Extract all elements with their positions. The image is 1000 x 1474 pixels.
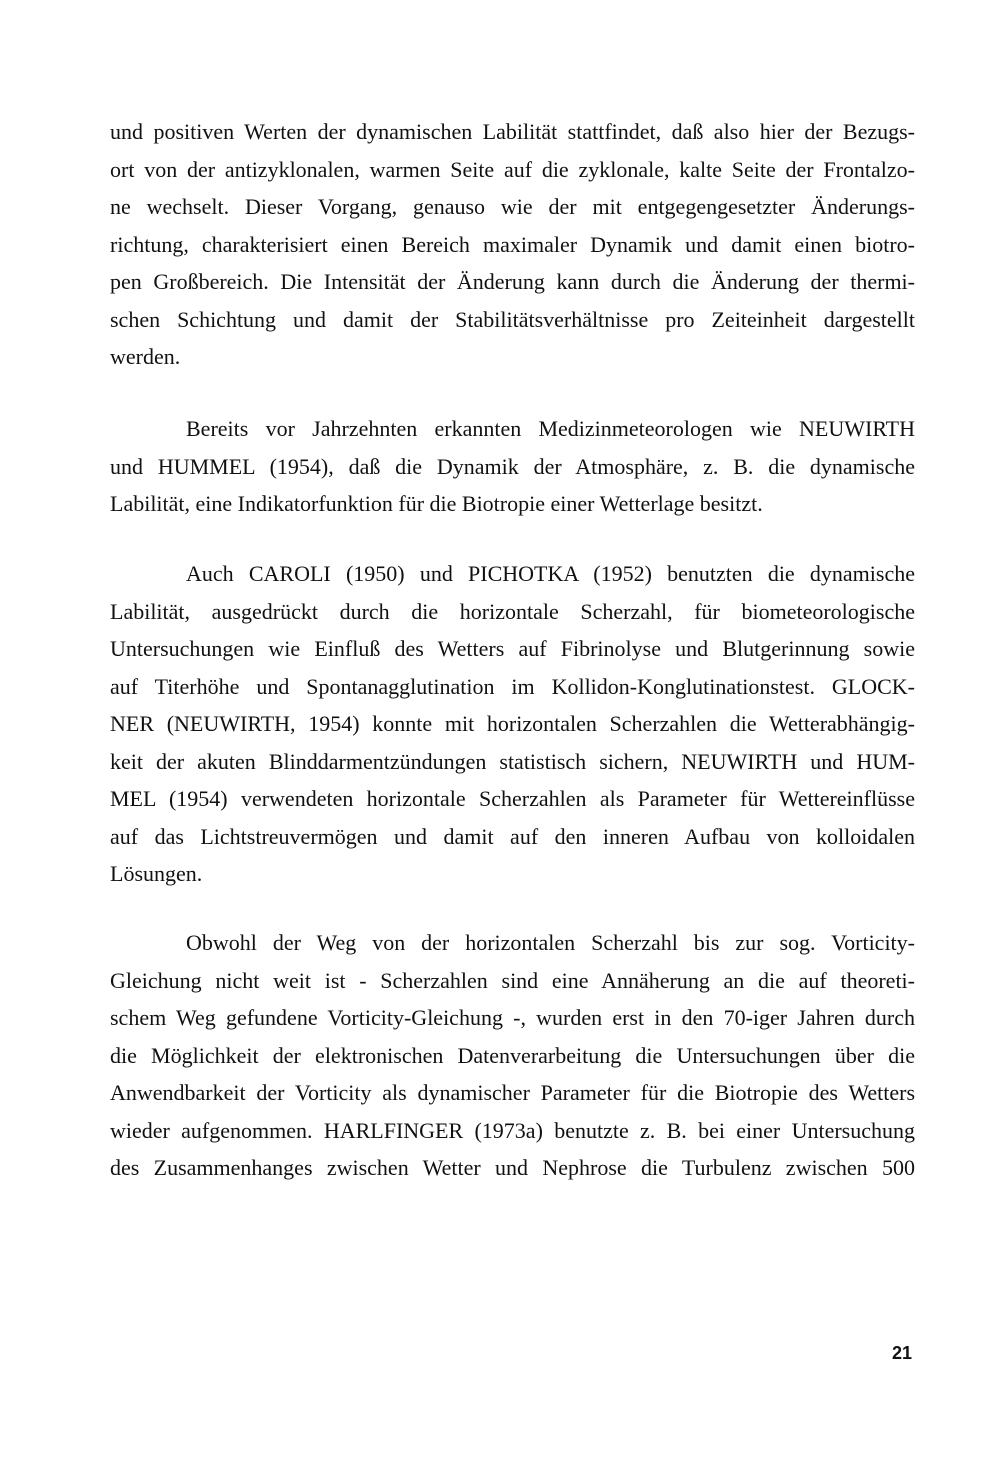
text-line: Bereits vor Jahrzehnten erkannten Medizinmeteorologen wie NEUWIRTH bbox=[186, 416, 915, 441]
paragraph-2 bbox=[110, 410, 915, 523]
text-line: und positiven Werten der dynamischen Labilität stattfindet, daß also hier der Bezugs- bbox=[110, 119, 915, 144]
paragraph-4 bbox=[110, 924, 915, 1187]
text-line: Untersuchungen wie Einfluß des Wetters auf Fibrinolyse und Blutgerinnung sowie bbox=[110, 636, 915, 661]
paragraph-1 bbox=[110, 113, 915, 376]
text-line: NER (NEUWIRTH, 1954) konnte mit horizontalen Scherzahlen die Wetterabhängig- bbox=[110, 711, 915, 736]
text-line: Labilität, ausgedrückt durch die horizontale Scherzahl, für biometeorologische bbox=[110, 598, 915, 624]
text-line: schem Weg gefundene Vorticity-Gleichung -, wurden erst in den 70-iger Jahren durch bbox=[110, 1005, 915, 1030]
text-line: schen Schichtung und damit der Stabilitätsverhältnisse pro Zeiteinheit dargestellt bbox=[110, 306, 915, 332]
text-line: des Zusammenhanges zwischen Wetter und Nephrose die Turbulenz zwischen 500 bbox=[110, 1155, 915, 1180]
text-line: keit der akuten Blinddarmentzündungen statistisch sichern, NEUWIRTH und HUM- bbox=[110, 748, 915, 774]
text-line: pen Großbereich. Die Intensität der Änderung kann durch die Änderung der thermi- bbox=[110, 269, 915, 294]
text-line: Auch CAROLI (1950) und PICHOTKA (1952) benutzten die dynamische bbox=[186, 561, 915, 586]
paragraph-3 bbox=[110, 555, 915, 893]
text-line: wieder aufgenommen. HARLFINGER (1973a) benutzte z. B. bei einer Untersuchung bbox=[110, 1117, 915, 1143]
text-line: Anwendbarkeit der Vorticity als dynamischer Parameter für die Biotropie des Wetters bbox=[110, 1080, 915, 1105]
text-line: werden. bbox=[110, 344, 181, 369]
text-line: Gleichung nicht weit ist - Scherzahlen sind eine Annäherung an die auf theoreti- bbox=[110, 967, 915, 993]
text-line: auf das Lichtstreuvermögen und damit auf den inneren Aufbau von kolloidalen bbox=[110, 823, 915, 849]
text-line: auf Titerhöhe und Spontanagglutination im Kollidon-Konglutinationstest. GLOCK- bbox=[110, 673, 915, 699]
text-line: Obwohl der Weg von der horizontalen Scherzahl bis zur sog. Vorticity- bbox=[186, 930, 915, 955]
text-line: richtung, charakterisiert einen Bereich maximaler Dynamik und damit einen biotro- bbox=[110, 231, 915, 257]
text-line: und HUMMEL (1954), daß die Dynamik der Atmosphäre, z. B. die dynamische bbox=[110, 453, 915, 479]
text-line: MEL (1954) verwendeten horizontale Scherzahlen als Parameter für Wettereinflüsse bbox=[110, 786, 915, 811]
text-line: ne wechselt. Dieser Vorgang, genauso wie der mit entgegengesetzter Änderungs- bbox=[110, 194, 915, 219]
text-line: die Möglichkeit der elektronischen Datenverarbeitung die Untersuchungen über die bbox=[110, 1042, 915, 1068]
text-line: ort von der antizyklonalen, warmen Seite auf die zyklonale, kalte Seite der Frontalzo- bbox=[110, 156, 915, 182]
page-number: 21 bbox=[892, 1343, 913, 1363]
text-line: Lösungen. bbox=[110, 861, 203, 886]
text-line: Labilität, eine Indikatorfunktion für die Biotropie einer Wetterlage besitzt. bbox=[110, 491, 763, 516]
